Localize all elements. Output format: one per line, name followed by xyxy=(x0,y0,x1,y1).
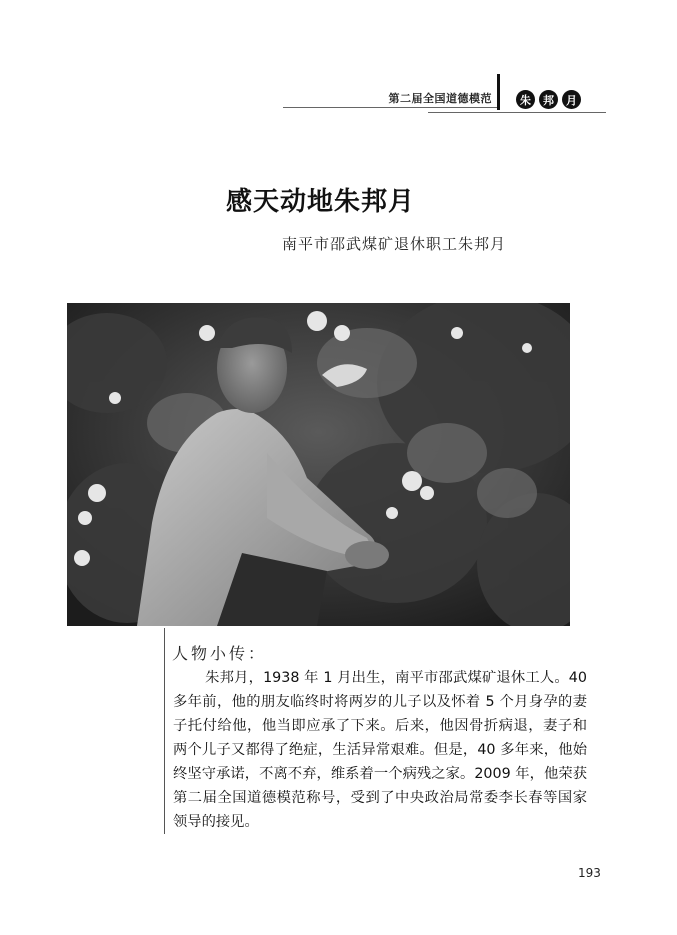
biography-heading: 人物小传： xyxy=(172,644,268,663)
header-rule-left xyxy=(283,107,497,108)
portrait-photo xyxy=(67,303,570,626)
biography-body: 朱邦月，1938 年 1 月出生，南平市邵武煤矿退休工人。40 多年前，他的朋友临终时将两岁的儿子以及怀着 5 个月身孕的妻子托付给他，他当即应承了下来。后来，他因骨折病退，妻子和两个儿子又都得了绝症，生活异常艰难。但是，40 多年来，他始终坚守承诺，不离不弃，维系着一个病残之家。2009 年，他荣获第二届全国道德模范称号，受到了中央政治局常委李长春等国家领导的接见。 xyxy=(173,670,587,830)
page-number: 193 xyxy=(578,866,601,880)
article-subtitle: 南平市邵武煤矿退休职工朱邦月 xyxy=(282,235,507,253)
name-seal-3: 月 xyxy=(562,90,581,109)
header-vertical-rule xyxy=(497,74,500,110)
biography-text xyxy=(173,666,587,834)
running-header-section: 第二届全国道德模范 xyxy=(388,92,492,105)
biography-side-rule xyxy=(164,628,165,834)
portrait-photo-illustration xyxy=(67,303,570,626)
header-rule-right xyxy=(428,112,606,113)
name-seal-2: 邦 xyxy=(539,90,558,109)
name-seal-1: 朱 xyxy=(516,90,535,109)
article-title: 感天动地朱邦月 xyxy=(226,187,416,217)
name-seal-group xyxy=(516,90,581,109)
